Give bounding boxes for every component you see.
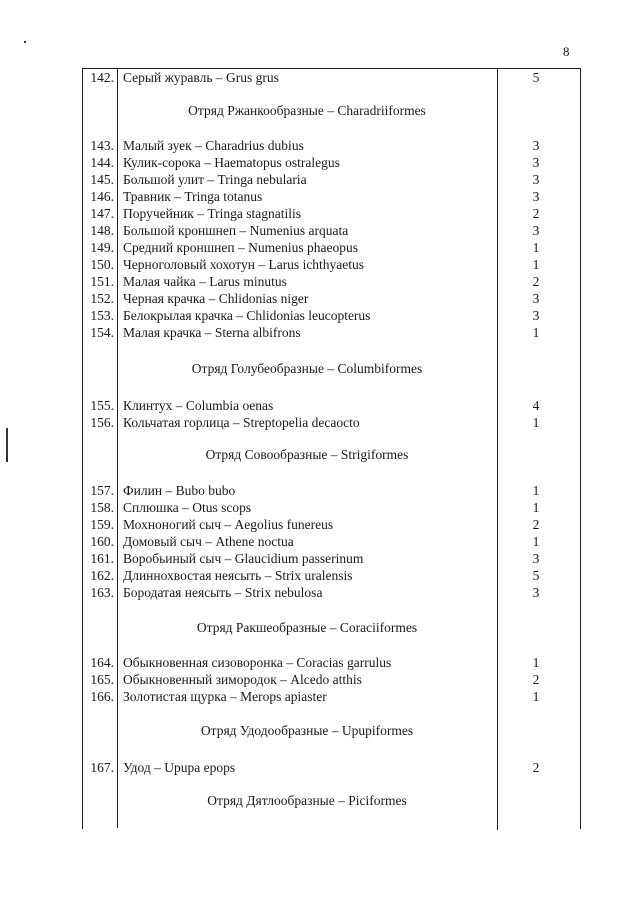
species-name — [123, 499, 251, 516]
species-russian-name: Большой кроншнеп – — [123, 223, 250, 238]
species-name — [123, 307, 370, 324]
species-latin-name: Alcedo atthis — [290, 672, 362, 687]
species-latin-name: Strix nebulosa — [244, 585, 323, 600]
category-value: 3 — [532, 155, 540, 170]
species-russian-name: Сплюшка – — [123, 500, 193, 515]
table-row — [0, 654, 640, 671]
category-value: 2 — [532, 760, 540, 775]
species-name — [123, 397, 273, 414]
species-name — [123, 290, 308, 307]
species-latin-name: Strix uralensis — [274, 568, 353, 583]
category-value: 5 — [532, 568, 540, 583]
table-row — [0, 188, 640, 205]
species-russian-name: Черная крачка – — [123, 291, 219, 306]
row-number: 149. — [90, 240, 114, 255]
category-value: 3 — [532, 291, 540, 306]
row-number: 161. — [90, 551, 114, 566]
species-name — [123, 516, 333, 533]
species-name — [123, 482, 235, 499]
species-russian-name: Золотистая щурка – — [123, 689, 241, 704]
category-value: 1 — [532, 325, 540, 340]
order-heading: Отряд Ракшеобразные – Coraciiformes — [196, 620, 418, 635]
species-russian-name: Малая крачка – — [123, 325, 215, 340]
table-row — [0, 499, 640, 516]
table-row — [0, 239, 640, 256]
order-heading: Отряд Голубеобразные – Columbiformes — [191, 361, 423, 376]
row-number: 145. — [90, 172, 114, 187]
species-russian-name: Черноголовый хохотун – — [123, 257, 269, 272]
species-name — [123, 550, 363, 567]
species-russian-name: Домовый сыч – — [123, 534, 216, 549]
table-row — [0, 137, 640, 154]
species-name — [123, 188, 262, 205]
species-russian-name: Клинтух – — [123, 398, 186, 413]
species-latin-name: Bubo bubo — [175, 483, 236, 498]
table-row — [0, 324, 640, 341]
species-name — [123, 759, 235, 776]
species-latin-name: Coracias garrulus — [296, 655, 392, 670]
species-latin-name: Charadrius dubius — [205, 138, 304, 153]
species-latin-name: Tringa stagnatilis — [207, 206, 301, 221]
species-russian-name: Белокрылая крачка – — [123, 308, 247, 323]
table-row — [0, 584, 640, 601]
row-number: 167. — [90, 760, 114, 775]
table-row — [0, 688, 640, 705]
species-latin-name: Otus scops — [192, 500, 252, 515]
species-latin-name: Numenius arquata — [249, 223, 349, 238]
row-number: 163. — [90, 585, 114, 600]
category-value: 3 — [532, 585, 540, 600]
category-value: 2 — [532, 274, 540, 289]
species-russian-name: Удод – — [123, 760, 165, 775]
species-latin-name: Sterna albifrons — [214, 325, 301, 340]
table-row — [0, 205, 640, 222]
species-name — [123, 567, 352, 584]
species-name — [123, 324, 301, 341]
species-russian-name: Филин – — [123, 483, 176, 498]
species-name — [123, 239, 358, 256]
category-value: 3 — [532, 172, 540, 187]
species-latin-name: Athene noctua — [215, 534, 294, 549]
row-number: 162. — [90, 568, 114, 583]
row-number: 152. — [90, 291, 114, 306]
category-value: 3 — [532, 223, 540, 238]
row-number: 155. — [90, 398, 114, 413]
species-name — [123, 256, 364, 273]
row-number: 158. — [90, 500, 114, 515]
row-number: 146. — [90, 189, 114, 204]
table-row — [0, 290, 640, 307]
species-name — [123, 533, 294, 550]
species-russian-name: Поручейник – — [123, 206, 208, 221]
category-value: 1 — [532, 534, 540, 549]
species-russian-name: Воробьиный сыч – — [123, 551, 235, 566]
species-latin-name: Columbia oenas — [185, 398, 274, 413]
species-name — [123, 171, 307, 188]
table-row — [0, 222, 640, 239]
species-russian-name: Большой улит – — [123, 172, 218, 187]
row-number: 166. — [90, 689, 114, 704]
species-russian-name: Серый журавль – — [123, 70, 226, 85]
row-number: 148. — [90, 223, 114, 238]
table-row — [0, 550, 640, 567]
table-row — [0, 482, 640, 499]
table-row — [0, 759, 640, 776]
category-value: 2 — [532, 517, 540, 532]
category-value: 1 — [532, 689, 540, 704]
species-latin-name: Upupa epops — [164, 760, 236, 775]
species-name — [123, 69, 279, 86]
species-name — [123, 654, 391, 671]
row-number: 150. — [90, 257, 114, 272]
order-heading: Отряд Удодообразные – Upupiformes — [200, 723, 414, 738]
row-number: 151. — [90, 274, 114, 289]
species-russian-name: Мохноногий сыч – — [123, 517, 235, 532]
species-name — [123, 688, 327, 705]
table-row — [0, 397, 640, 414]
row-number: 142. — [90, 70, 114, 85]
species-russian-name: Обыкновенная сизоворонка – — [123, 655, 297, 670]
category-value: 1 — [532, 257, 540, 272]
species-name — [123, 273, 287, 290]
category-value: 3 — [532, 189, 540, 204]
row-number: 147. — [90, 206, 114, 221]
species-name — [123, 137, 304, 154]
species-russian-name: Кулик-сорока – — [123, 155, 215, 170]
scan-dot — [24, 41, 26, 43]
category-value: 2 — [532, 206, 540, 221]
category-value: 3 — [532, 551, 540, 566]
species-name — [123, 205, 301, 222]
scan-mark-left — [6, 428, 8, 462]
table-row — [0, 516, 640, 533]
species-russian-name: Кольчатая горлица – — [123, 415, 244, 430]
species-russian-name: Малый зуек – — [123, 138, 206, 153]
species-name — [123, 414, 360, 431]
species-name — [123, 154, 340, 171]
table-row — [0, 671, 640, 688]
row-number: 160. — [90, 534, 114, 549]
species-latin-name: Larus ichthyaetus — [268, 257, 365, 272]
category-value: 1 — [532, 240, 540, 255]
species-russian-name: Длиннохвостая неясыть – — [123, 568, 275, 583]
category-value: 1 — [532, 655, 540, 670]
species-russian-name: Бородатая неясыть – — [123, 585, 245, 600]
page-number: 8 — [563, 44, 570, 59]
row-number: 153. — [90, 308, 114, 323]
species-latin-name: Tringa totanus — [184, 189, 263, 204]
category-value: 1 — [532, 483, 540, 498]
species-name — [123, 584, 322, 601]
row-number: 156. — [90, 415, 114, 430]
table-row — [0, 273, 640, 290]
table-row — [0, 414, 640, 431]
table-row — [0, 533, 640, 550]
species-name — [123, 671, 362, 688]
row-number: 164. — [90, 655, 114, 670]
species-latin-name: Tringa nebularia — [217, 172, 307, 187]
species-russian-name: Малая чайка – — [123, 274, 210, 289]
species-name — [123, 222, 348, 239]
category-value: 3 — [532, 138, 540, 153]
order-heading: Отряд Дятлообразные – Piciformes — [207, 793, 407, 808]
species-latin-name: Larus minutus — [209, 274, 287, 289]
category-value: 3 — [532, 308, 540, 323]
category-value: 1 — [532, 500, 540, 515]
species-latin-name: Glaucidium passerinum — [234, 551, 364, 566]
table-row — [0, 307, 640, 324]
row-number: 165. — [90, 672, 114, 687]
species-latin-name: Chlidonias niger — [218, 291, 309, 306]
species-russian-name: Травник – — [123, 189, 185, 204]
category-value: 4 — [532, 398, 540, 413]
species-latin-name: Numenius phaeopus — [248, 240, 358, 255]
row-number: 154. — [90, 325, 114, 340]
species-latin-name: Grus grus — [226, 70, 279, 85]
species-russian-name: Средний кроншнеп – — [123, 240, 249, 255]
table-row — [0, 567, 640, 584]
category-value: 2 — [532, 672, 540, 687]
species-latin-name: Aegolius funereus — [234, 517, 334, 532]
order-heading: Отряд Ржанкообразные – Charadriiformes — [188, 103, 426, 118]
table-row — [0, 154, 640, 171]
table-row — [0, 171, 640, 188]
species-russian-name: Обыкновенный зимородок – — [123, 672, 291, 687]
table-row — [0, 69, 640, 86]
table-row — [0, 256, 640, 273]
category-value: 5 — [532, 70, 540, 85]
order-heading: Отряд Совообразные – Strigiformes — [205, 447, 409, 462]
category-value: 1 — [532, 415, 540, 430]
species-latin-name: Streptopelia decaocto — [243, 415, 360, 430]
row-number: 157. — [90, 483, 114, 498]
species-latin-name: Merops apiaster — [240, 689, 327, 704]
row-number: 144. — [90, 155, 114, 170]
row-number: 143. — [90, 138, 114, 153]
row-number: 159. — [90, 517, 114, 532]
species-latin-name: Chlidonias leucopterus — [246, 308, 371, 323]
species-latin-name: Haematopus ostralegus — [214, 155, 340, 170]
